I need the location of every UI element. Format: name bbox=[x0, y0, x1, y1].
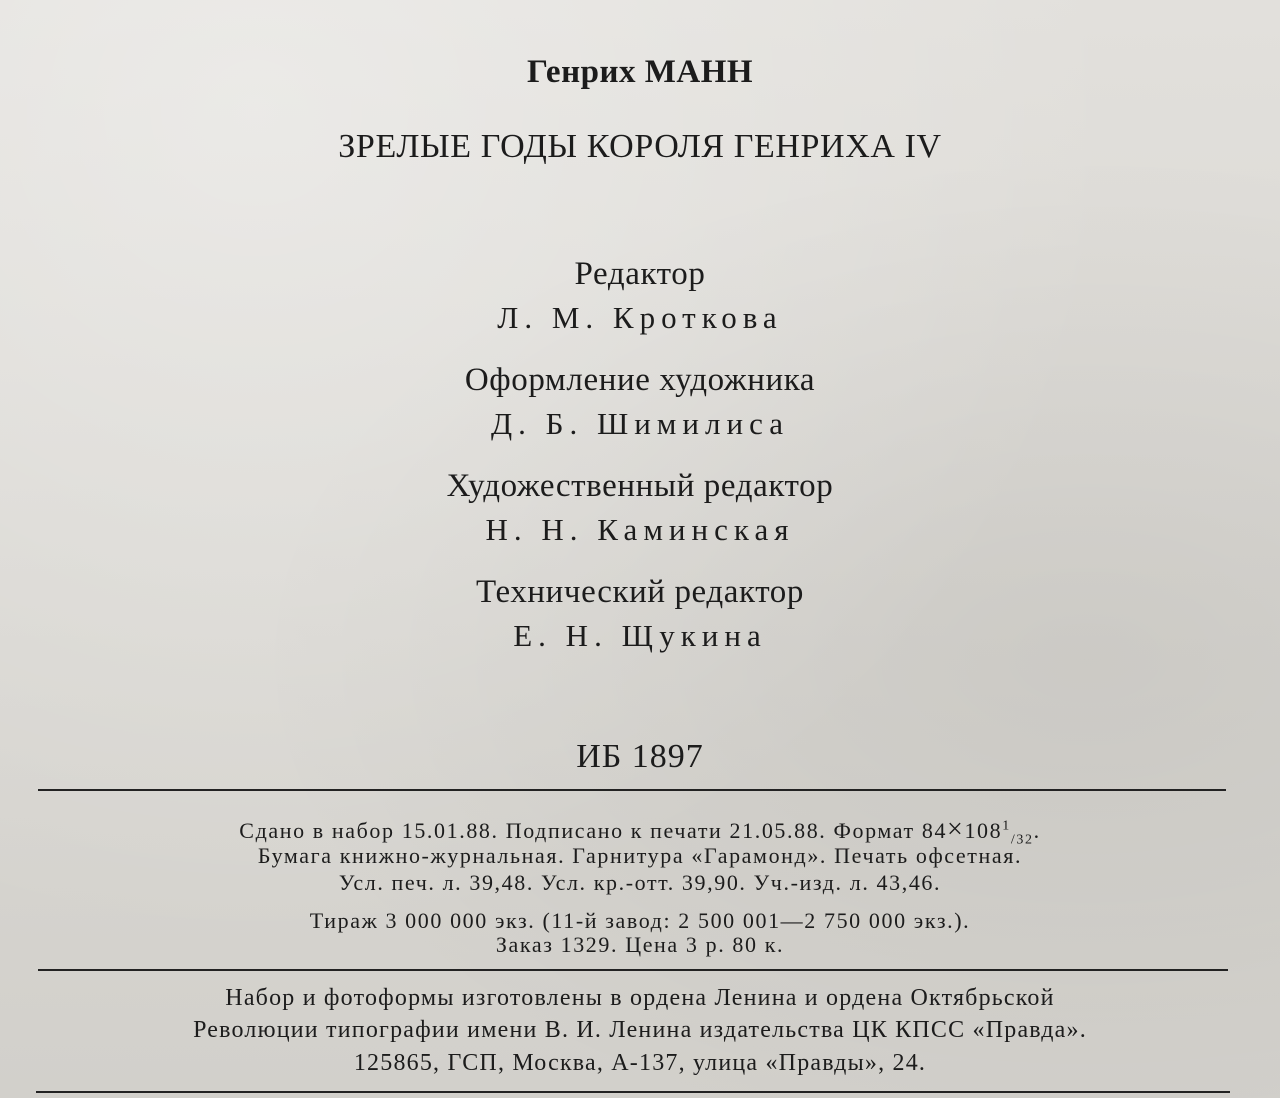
credit-name-art-editor: Н. Н. Каминская bbox=[485, 512, 795, 547]
credit-name-editor: Л. М. Кроткова bbox=[497, 300, 783, 335]
credit-role-designer: Оформление художника bbox=[464, 362, 816, 398]
imprint-line-1-end: . bbox=[1033, 818, 1041, 843]
imprint-line-5: Заказ 1329. Цена 3 р. 80 к. bbox=[495, 932, 785, 957]
credit-name-tech-editor: Е. Н. Щукина bbox=[513, 618, 767, 653]
bottom-divider bbox=[38, 969, 1228, 971]
imprint-line-3: Усл. печ. л. 39,48. Усл. кр.-отт. 39,90. Уч.-изд. л. 43,46. bbox=[338, 870, 942, 895]
credit-name-designer: Д. Б. Шимилиса bbox=[491, 406, 789, 441]
printer-line-2: Революции типографии имени В. И. Ленина издательства ЦК КПСС «Правда». bbox=[193, 1017, 1087, 1043]
format-sub: /32 bbox=[1010, 832, 1034, 848]
book-title: ЗРЕЛЫЕ ГОДЫ КОРОЛЯ ГЕНРИХА IV bbox=[338, 128, 942, 165]
credit-role-art-editor: Художественный редактор bbox=[446, 468, 834, 504]
bottom-edge-divider bbox=[36, 1091, 1230, 1093]
ib-number: ИБ 1897 bbox=[576, 738, 704, 775]
imprint-line-2: Бумага книжно-журнальная. Гарнитура «Гарамонд». Печать офсетная. bbox=[257, 843, 1023, 868]
format-width: 108 bbox=[964, 818, 1003, 843]
printer-line-3: 125865, ГСП, Москва, А-137, улица «Правды», 24. bbox=[353, 1050, 927, 1076]
format-sup: 1 bbox=[1002, 818, 1011, 834]
format-cross: × bbox=[947, 814, 965, 845]
imprint-dates-format: Сдано в набор 15.01.88. Подписано к печати 21.05.88. Формат 84 bbox=[239, 818, 948, 843]
imprint-line-4: Тираж 3 000 000 экз. (11-й завод: 2 500 001—2 750 000 экз.). bbox=[309, 908, 971, 933]
credit-role-tech-editor: Технический редактор bbox=[476, 574, 804, 610]
book-author: Генрих МАНН bbox=[526, 54, 754, 90]
printer-line-1: Набор и фотоформы изготовлены в ордена Ленина и ордена Октябрьской bbox=[225, 985, 1055, 1011]
credit-role-editor: Редактор bbox=[574, 256, 706, 292]
top-divider bbox=[38, 789, 1226, 791]
